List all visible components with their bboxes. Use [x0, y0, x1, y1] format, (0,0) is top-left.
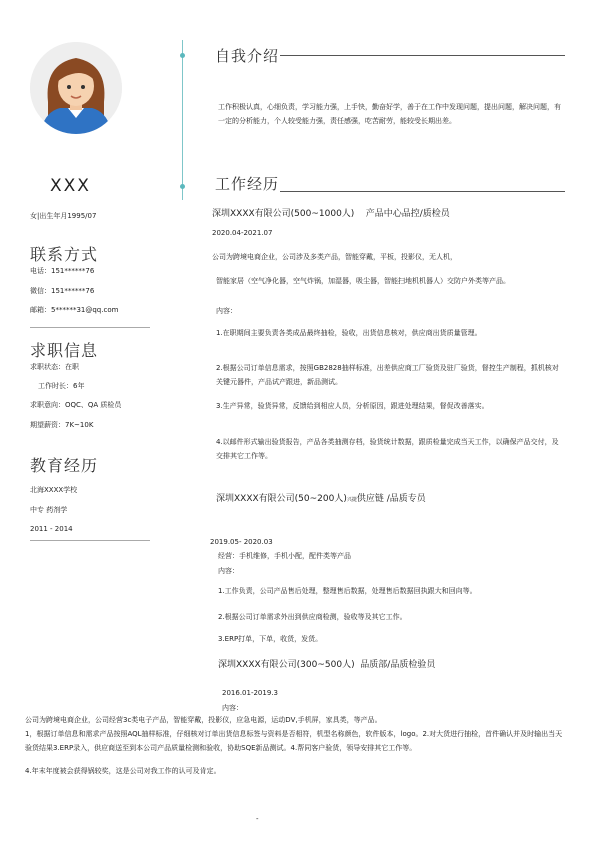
contact-section-title: 联系方式 — [30, 245, 99, 264]
job1-item2: 2.根据公司订单信息需求，按照GB2828抽样标准，出差供应商工厂验货及驻厂验货，督控生产制程，抓机核对关键元器件，产品试产跟进，新品测试。 — [216, 364, 559, 386]
job1-desc2: 智能家居（空气净化器，空气炸锅，加湿器，吸尘器，智能扫地机机器人）交防户外类等产品。 — [216, 277, 510, 285]
job3-header: 深圳XXXX有限公司(300~500人) 品质部/品质检验员 — [218, 660, 436, 670]
job2-header — [216, 491, 426, 504]
job3-line3: 4.年末年度被会获得锅较奖，这是公司对我工作的认可及肯定。 — [25, 767, 221, 775]
job1-item3: 3.生产异常，验货异常，反馈给到相应人员，分析原因，跟进处理结果，督促改善落实。 — [216, 402, 489, 410]
job1-item4: 4.以邮件形式输出验货报告，产品各类抽测存档，验货统计数据，跟质检量完成当天工作，以确保产品交付，及交排其它工作等。 — [216, 438, 559, 460]
basic-info: 女|出生年月1995/07 — [30, 212, 97, 220]
job2-period: 2019.05- 2020.03 — [210, 538, 273, 546]
job-status-text: 求职状态：在职 — [30, 363, 79, 371]
work-section-title: 工作经历 — [215, 175, 280, 193]
wechat-text: 微信：151******76 — [30, 287, 95, 295]
job3-period: 2016.01-2019.3 — [222, 689, 278, 697]
job2-item2: 2.根据公司订单需求外出到供应商检测，验收等及其它工作。 — [218, 613, 407, 621]
edu-section-title: 教育经历 — [30, 456, 99, 475]
job3-line1: 公司为跨境电商企业，公司经营3c类电子产品，智能穿戴，投影仪，应急电源，运动DV,手机屏，家具类，等产品。 — [25, 716, 382, 724]
job2-header-main: 深圳XXXX有限公司(50~200人) — [216, 494, 347, 504]
job1-content-label: 内容： — [216, 307, 237, 315]
job2-header-small: 兴捷 — [346, 497, 357, 503]
job1-item1: 1.在职期间主要负责各类成品最终抽检，验收，出货信息核对，供应商出货质量管理。 — [216, 329, 482, 337]
job2-item1: 1.工作负责，公司产品售后处理，整理售后数据，处理售后数据回执跟大和回向等。 — [218, 587, 477, 595]
edu-divider — [30, 540, 150, 541]
job1-period: 2020.04-2021.07 — [212, 229, 273, 237]
job-section-title: 求职信息 — [30, 341, 99, 360]
major-text: 中专 药剂学 — [30, 506, 68, 514]
job3-line2: 1，根据订单信息和需求产品按照AQL抽样标准，仔细核对订单出货信息标签与资料是否相符，机型名称颜色，软件版本，logo。2.对大货进行抽检，首件确认并及时输出当天验货结果3.ERP录入，供应商送至到本公司产品质量检测和验收，协助SQE新品测试。4.帮同客户验货，领导安排其它工作等。 — [25, 730, 563, 752]
timeline-dot-intro — [180, 53, 185, 58]
salary-text: 期望薪资：7K~10K — [30, 421, 94, 429]
job3-content-label: 内容： — [222, 704, 243, 712]
avatar — [30, 42, 122, 134]
job2-business: 经营：手机维修，手机小配，配件类等产品 — [218, 552, 351, 560]
page-footer-mark: - — [256, 815, 259, 823]
job2-header-tail: 供应链 /品质专员 — [356, 494, 426, 504]
email-text: 邮箱：5******31@qq.com — [30, 306, 119, 314]
phone-text: 电话：151******76 — [30, 267, 95, 275]
intro-paragraph: 工作积极认真，心细负责，学习能力强，上手快，勤奋好学，善于在工作中发现问题，提出问题，解决问题，有一定的分析能力，个人较受能力强，责任感强，吃苦耐劳，能较受长期出差。 — [218, 103, 561, 125]
timeline-line — [182, 40, 183, 200]
job2-item3: 3.ERP打单，下单，收货，发货。 — [218, 635, 323, 643]
edu-period-text: 2011 - 2014 — [30, 525, 73, 533]
timeline-dot-work — [180, 184, 185, 189]
job-intent-text: 求职意向：OQC、QA 质检员 — [30, 401, 122, 409]
intro-section-title: 自我介绍 — [215, 47, 280, 65]
job2-content-label: 内容： — [218, 567, 239, 575]
contact-divider — [30, 327, 150, 328]
work-title-rule — [280, 191, 565, 192]
work-years-text: 工作时长：6年 — [38, 382, 85, 390]
job1-desc1: 公司为跨境电商企业，公司涉及多类产品，智能穿戴，平板，投影仪，无人机， — [212, 253, 457, 261]
intro-title-rule — [280, 55, 565, 56]
resume-name: XXX — [50, 176, 91, 196]
job1-header: 深圳XXXX有限公司(500~1000人) 产品中心品控/质检员 — [212, 209, 450, 219]
school-text: 北海XXXX学校 — [30, 486, 78, 494]
avatar-illustration — [30, 42, 122, 134]
